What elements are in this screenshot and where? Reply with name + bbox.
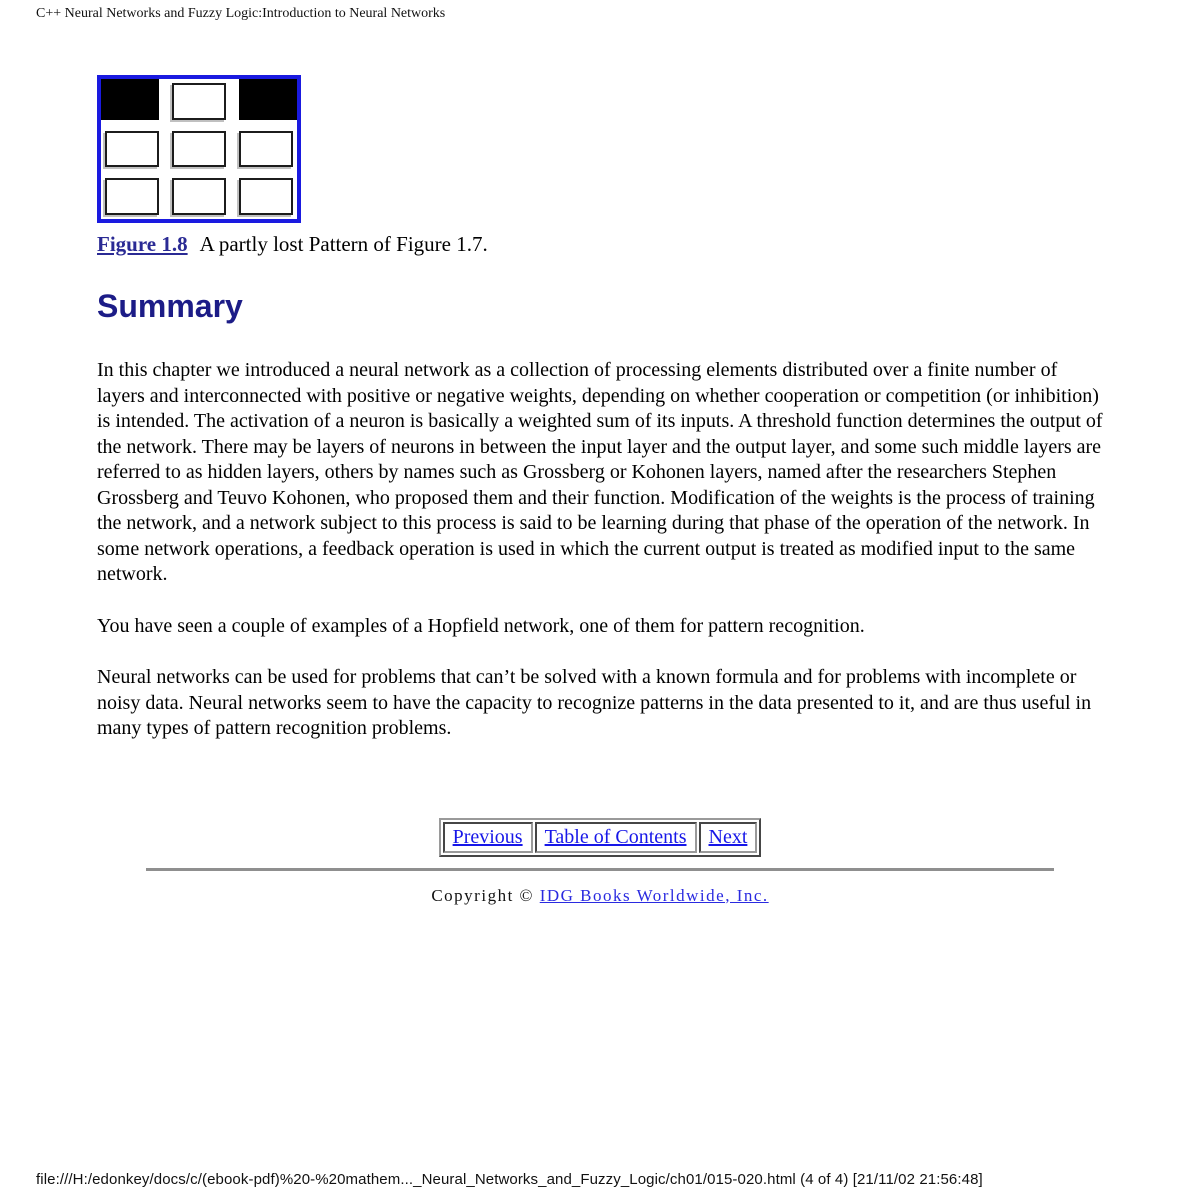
figure-caption-link[interactable]: Figure 1.8 bbox=[97, 232, 188, 256]
pattern-cell-0-0 bbox=[101, 79, 159, 120]
nav-cell-previous bbox=[443, 822, 533, 853]
pattern-cell-1-1 bbox=[172, 131, 226, 168]
pattern-cell-2-2 bbox=[239, 178, 293, 215]
summary-paragraph-1: In this chapter we introduced a neural network as a collection of processing elements distributed over a finite number of layers and interconnected with positive or negative weights, depending on whether cooperation or competition (or inhibition) is intended. The activation of a neuron is basically a weighted sum of its inputs. A threshold function determines the output of the network. There may be layers of neurons in between the input layer and the output layer, and some such middle layers are referred to as hidden layers, others by names such as Grossberg or Kohonen layers, named after the researchers Stephen Grossberg and Teuvo Kohonen, who proposed them and their function. Modification of the weights is the process of training the network, and a network subject to this process is said to be learning during that phase of the operation of the network. In some network operations, a feedback operation is used in which the current output is treated as modified input to the same network. bbox=[97, 359, 1103, 585]
summary-heading: Summary bbox=[97, 288, 243, 324]
summary-paragraph-3: Neural networks can be used for problems that can’t be solved with a known formula and for problems with incomplete or noisy data. Neural networks seem to have the capacity to recognize patterns in the data presented to it, and are thus useful in many types of pattern recognition problems. bbox=[97, 666, 1092, 739]
nav-cell-next bbox=[699, 822, 758, 853]
pattern-figure bbox=[97, 75, 301, 223]
nav-table bbox=[439, 818, 762, 857]
figure-caption-text: A partly lost Pattern of Figure 1.7. bbox=[199, 232, 488, 256]
pattern-cell-0-1 bbox=[172, 83, 226, 120]
nav-toc-link[interactable]: Table of Contents bbox=[544, 825, 687, 848]
summary-paragraph-2: You have seen a couple of examples of a Hopfield network, one of them for pattern recognition. bbox=[97, 614, 865, 637]
copyright-text: Copyright © bbox=[431, 885, 540, 905]
horizontal-rule bbox=[146, 868, 1054, 871]
pattern-cell-1-0 bbox=[105, 131, 159, 168]
pattern-cell-0-2 bbox=[239, 79, 297, 120]
footer-status: file:///H:/edonkey/docs/c/(ebook-pdf)%20-%20mathem..._Neural_Networks_and_Fuzzy_Logic/ch01/015-020.html (4 of 4) [21/11/02 21:56:48] bbox=[36, 1171, 983, 1188]
nav-next-link[interactable]: Next bbox=[708, 825, 748, 848]
figure-caption bbox=[97, 232, 1103, 257]
pattern-cell-2-1 bbox=[172, 178, 226, 215]
page-body bbox=[97, 75, 1103, 906]
copyright-link[interactable]: IDG Books Worldwide, Inc. bbox=[539, 885, 769, 905]
header-title: C++ Neural Networks and Fuzzy Logic:Introduction to Neural Networks bbox=[36, 6, 446, 21]
nav-cell-toc bbox=[535, 822, 697, 853]
pattern-cell-2-0 bbox=[105, 178, 159, 215]
nav-previous-link[interactable]: Previous bbox=[452, 825, 523, 848]
nav-row bbox=[443, 822, 758, 853]
copyright-line bbox=[97, 886, 1103, 906]
nav-bar bbox=[97, 818, 1103, 857]
pattern-cell-1-2 bbox=[239, 131, 293, 168]
